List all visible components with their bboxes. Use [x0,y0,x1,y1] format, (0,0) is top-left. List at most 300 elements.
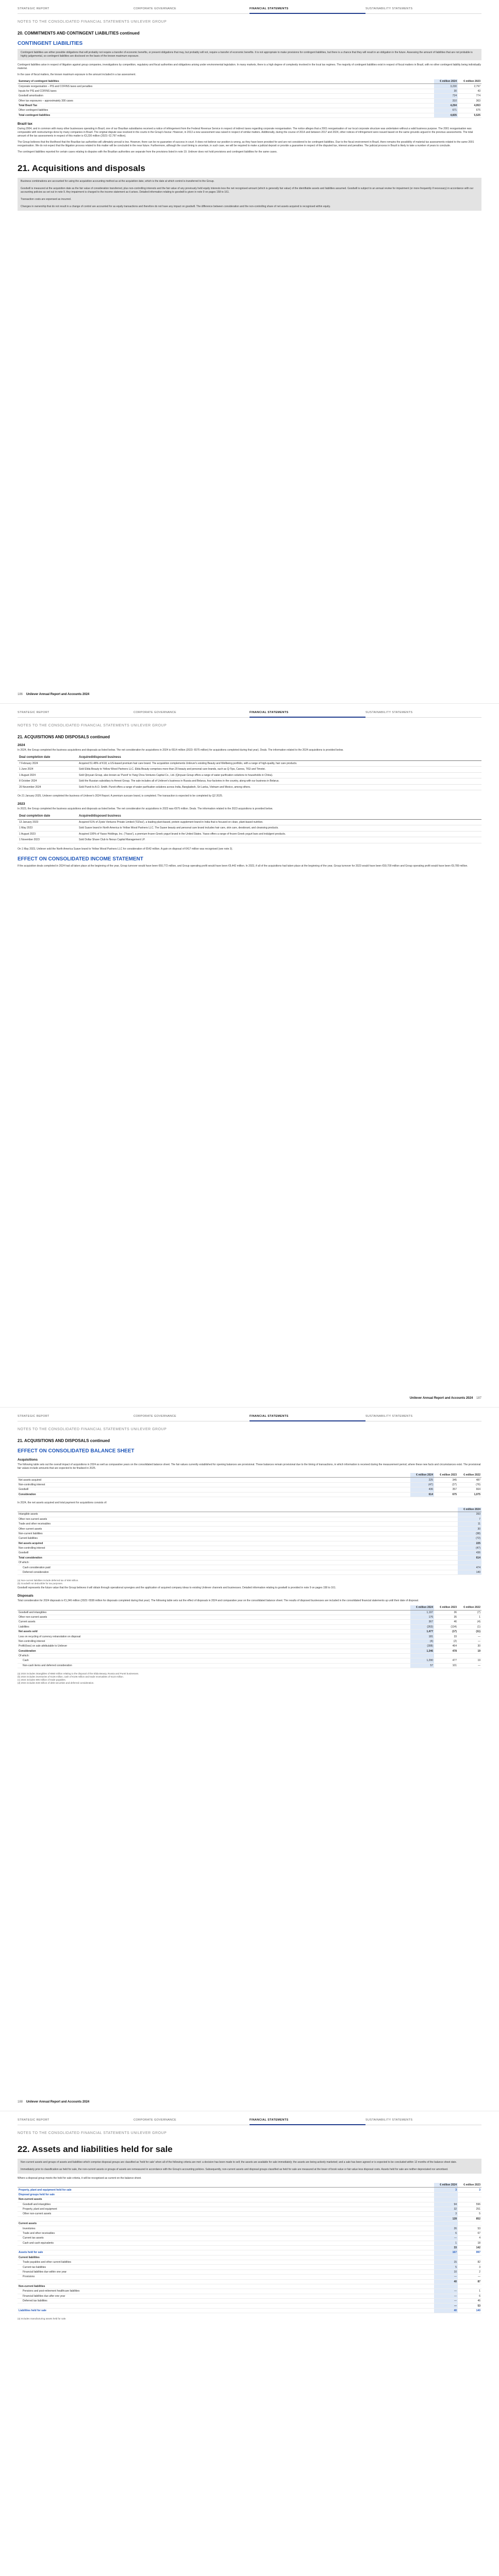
paragraph: In the case of fiscal matters, the known maximum exposure is the amount included in a tax assessment. [18,73,136,76]
page-189 [0,2111,499,2576]
value-2023: 53 [458,2303,481,2308]
contingent-liabilities-table [18,79,481,118]
table-header-cell: € million 2023 [434,1473,458,1478]
table-row [18,1630,481,1634]
page-footer [18,693,89,696]
row-label: Inventories [18,2226,434,2231]
deal-date: 1 June 2024 [18,767,77,773]
paragraph: Where a disposal group meets the held for sale criteria, it will be recognised as current on the balance sheet. [18,2177,142,2180]
value-2024: 128 [434,2216,458,2221]
net-assets-acquired-table [18,1507,481,1575]
table-row [18,1527,481,1531]
value-2023: 3 [458,2265,481,2269]
value-2023: 852 [458,2216,481,2221]
row-label: Non-current liabilities [18,1531,458,1536]
page-number: 186 [18,693,23,696]
value-2023: (134) [434,1624,458,1629]
value-2023: 477 [434,1658,458,1663]
row-label: Disposal groups held for sale [18,2192,434,2197]
row-label: Non-controlling interest [18,1639,410,1643]
table-row [18,1663,481,1668]
acquisitions-table [18,1473,481,1497]
table-header-cell [18,1473,410,1478]
section-22-title: 22. Assets and liabilities held for sale [18,2144,173,2154]
section-heading: 21. ACQUISITIONS AND DISPOSALS continued [18,735,110,739]
value-2022: (76) [458,1482,481,1487]
value-2023: 35 [434,1615,458,1619]
value-2024: 33 [434,2245,458,2250]
table-row [18,819,481,825]
value-2024: 724 [434,94,458,98]
table-header-cell: € million 2024 [410,1605,434,1610]
value-2023: 357 [434,1487,458,1492]
value-2024: 181 [410,1634,434,1639]
table-header-cell: € million 2022 [458,1605,481,1610]
table-row [18,2299,481,2303]
value-2024: 167 [434,2250,458,2255]
row-label: Financial liabilities due after one year [18,2294,434,2298]
value-2022: 1 [458,1615,481,1619]
table-row [18,1482,481,1487]
page-number: 188 [18,2100,23,2104]
value-2023: 6 [458,2294,481,2298]
value-2024: 474 [458,1565,481,1570]
row-label: Inputs for PIS and COFINS taxes [18,89,434,93]
row-label: Financial liabilities due within one year [18,2269,434,2274]
table-row [18,113,481,117]
value-2024: 176 [410,1615,434,1619]
value-2023: 82 [458,2260,481,2265]
table-row [18,2303,481,2308]
value-2024: — [434,2289,458,2294]
value-2022: 664 [458,1487,481,1492]
deal-date: 1 August 2024 [18,772,77,778]
top-nav [18,708,481,718]
row-label: Pensions and post-retirement healthcare liabilities [18,2289,434,2294]
table-header-cell: Deal completion date [18,755,77,760]
value-2023 [458,2197,481,2202]
value-2024 [434,2197,458,2202]
table-row [18,2294,481,2298]
disposals-heading: Disposals [18,1594,34,1598]
row-label: Current assets [18,2222,434,2226]
table-header-row [18,814,481,819]
value-2024: 3,230 [434,84,458,89]
deal-description: Sold the Russian subsidiary to Arnest Group. The sale includes all of Unilever's business in Russia and Belarus, four factories in the country, along with our business in Belarus. [77,778,481,785]
row-label: Loss on recycling of currency retranslation on disposal [18,1634,410,1639]
value-2023: 101 [434,1663,458,1668]
value-2024: 94 [434,2202,458,2207]
paragraph: On 1 May 2023, Unilever sold the North America Suave brand to Yellow Wood Partners LLC for consideration of €542 million. A gain on disposal of €417 million was recognised (see note 3). [18,847,233,851]
table-row [18,1658,481,1663]
value-2024: (263) [410,1624,434,1629]
table-row [18,831,481,837]
value-2024: 3 [434,2188,458,2192]
table-header-row [18,755,481,760]
table-row [18,1653,481,1658]
paragraph: Contingent liabilities arise in respect of litigation against group companies, investigations by competition, regulatory and fiscal authorities and obligations arising under environmental legislation. In many markets, there is a high degree of complexity involved in the local tax regimes. The majority of contingent liabilities exist in respect of fiscal matters in Brazil, with no other contingent liability being individually material. [18,63,481,70]
row-label [18,2245,434,2250]
table-row [18,1639,481,1643]
deal-date: 20 November 2024 [18,784,77,790]
row-label: Trade and other receivables [18,1522,458,1527]
value-2023 [458,2192,481,2197]
value-2023: 33 [434,1634,458,1639]
row-label: Assets held for sale [18,2250,434,2255]
row-label: Other non-current assets [18,1615,410,1619]
value-2022: 30 [458,1644,481,1649]
table-row [18,1565,481,1570]
table-row [18,837,481,843]
deal-description: Sold Elida Beauty to Yellow Wood Partners LLC. Elida Beauty comprises more than 20 beauty and personal care brands, such as Q-Tips, Caress, TIGI and Timotei. [77,767,481,773]
value-2024: 4,294 [434,103,458,108]
table-header-row [18,1605,481,1610]
value-2024: 310 [434,98,458,103]
table-row [18,2265,481,2269]
value-2024: — [434,2299,458,2303]
row-label: Liabilities held for sale [18,2308,434,2313]
row-label [18,2279,434,2284]
value-2024: 30 [458,1527,481,1531]
table-row [18,2275,481,2279]
value-2023: 67 [458,2231,481,2235]
row-label: Property, plant and equipment held for sale [18,2188,434,2192]
value-2023 [458,2255,481,2260]
report-title: Unilever Annual Report and Accounts 2024 [26,2100,90,2104]
value-2024: 15 [434,2260,458,2265]
report-title: Unilever Annual Report and Accounts 2024 [409,1397,473,1400]
table-row [18,1531,481,1536]
row-label: Profit/(loss) on sale attributable to Unilever [18,1644,410,1649]
value-2022 [458,1653,481,1658]
value-2023: 2,797 [458,84,481,89]
row-label [18,2303,434,2308]
row-label: Provisions [18,2275,434,2279]
value-2023: 251 [458,2207,481,2211]
table-footnotes: (a) Includes manufacturing assets held for sale. [18,2317,66,2320]
value-2024: — [434,2236,458,2241]
disposals-table [18,1605,481,1668]
table-row [18,98,481,103]
row-label: Trade payables and other current liabilities [18,2260,434,2265]
deal-date: 1 May 2023 [18,825,77,832]
row-label: Net assets acquired [18,1478,410,1482]
value-2023: 140 [458,2308,481,2313]
value-2023: 53 [458,2226,481,2231]
row-label: Deferred consideration [18,1570,458,1574]
value-2024: 1,346 [410,1649,434,1653]
value-2022: — [458,1634,481,1639]
value-2024 [434,2192,458,2197]
year-heading-2024: 2024 [18,743,25,747]
table-row [18,2207,481,2211]
table-row [18,2260,481,2265]
table-footnotes: (a) 2024 includes intangibles of €860 million relating to the disposal of the Elida Beauty, Russia and Pureit businesses. (b) 2024 includes inventories of €136 million, cash of €106 million and trade receivables of €123 million. (c) 2024 includes €95 million of trade payables. (d) 2024 includes €48 million of debt securities and deferred consideration. [18,1672,139,1684]
value-2024: 436 [458,1551,481,1555]
nav-corporate-governance[interactable]: CORPORATE GOVERNANCE [134,2119,177,2122]
value-2024: 614 [458,1555,481,1560]
notes-title: NOTES TO THE CONSOLIDATED FINANCIAL STATEMENTS UNILEVER GROUP [18,724,167,727]
table-header-cell: € million 2024 [410,1473,434,1478]
value-2022: 19 [458,1658,481,1663]
value-2023: 3 [458,2188,481,2192]
nav-financial-statements[interactable]: FINANCIAL STATEMENTS [250,1415,365,1421]
table-row [18,2212,481,2216]
table-header-cell: € million 2023 [434,1605,458,1610]
nav-financial-statements[interactable]: FINANCIAL STATEMENTS [250,711,365,718]
value-2024: (98) [458,1531,481,1536]
value-2023: 596 [458,2202,481,2207]
row-label: Trade and other receivables [18,2231,434,2235]
value-2023: 2 [458,2269,481,2274]
deals-2023-table [18,814,481,843]
value-2022: (7) [458,1610,481,1615]
value-2024: 671 [434,108,458,113]
table-row [18,2269,481,2274]
nav-sustainability-statements[interactable]: SUSTAINABILITY STATEMENTS [365,711,413,714]
value-2023: (2) [434,1639,458,1643]
value-2024: 32 [434,2207,458,2211]
paragraph: In 2024, the net assets acquired and total payment for acquisitions consists of: [18,1501,107,1504]
value-2024: 225 [410,1478,434,1482]
table-header-cell: € million 2023 [458,2183,481,2188]
value-2024: 57 [410,1663,434,1668]
table-row [18,784,481,790]
value-2023: 464 [434,1644,458,1649]
top-nav [18,1412,481,1421]
paragraph: The following table sets out the overall impact of acquisitions in 2024 as well as comparative years on the consolidated balance sheet. The fair values currently established for opening balances are provisional. These balances remain provisional due to the timing of transactions, in which information is received during the measurement period, where these new facts and circumstances exist. The provisional fair values include amounts that are expected to be finalised in 2025. [18,1463,481,1470]
nav-sustainability-statements[interactable]: SUSTAINABILITY STATEMENTS [365,2119,413,2122]
brazil-tax-heading: Brazil tax [18,122,32,126]
paragraph: On 21 January 2025, Unilever completed the business of Unilever's 2024 Report. A premium suncare brand, is completed. The transaction is expected to be completed by Q2 2025. [18,794,223,798]
nav-corporate-governance[interactable]: CORPORATE GOVERNANCE [134,711,177,714]
effect-balance-sheet-heading: EFFECT ON CONSOLIDATED BALANCE SHEET [18,1448,135,1454]
deal-date: 7 February 2024 [18,760,77,767]
deal-date: 8 October 2024 [18,778,77,785]
row-label: Deferred tax liabilities [18,2299,434,2303]
table-row [18,1624,481,1629]
table-row [18,2226,481,2231]
table-footnotes: (a) Non-current liabilities include deferred tax of €98 million. (b) Goodwill not deductible for tax purposes. [18,1579,79,1585]
paragraph: If the acquisition deals completed in 2024 had all taken place at the beginning of the year, Group turnover would have been €60,772 million, and Group operating profit would have been €9,442 million. In 2023, if all of the acquisitions had taken place at the beginning of the year, Group turnover for 2023 would have been €59,709 million and Group operating profit would have been €9,789 million. [18,864,468,868]
nav-strategic-report[interactable]: STRATEGIC REPORT [18,2119,49,2122]
nav-financial-statements[interactable]: FINANCIAL STATEMENTS [250,7,365,14]
table-row [18,778,481,785]
nav-corporate-governance[interactable]: CORPORATE GOVERNANCE [134,1415,177,1418]
table-row [18,767,481,773]
row-label: Current liabilities [18,1536,458,1541]
table-row [18,1541,481,1546]
value-2024: (72) [458,1536,481,1541]
page-188 [0,1408,499,2111]
page-footer [18,2100,89,2104]
row-label: Of which: [18,1653,410,1658]
effect-income-statement-heading: EFFECT ON CONSOLIDATED INCOME STATEMENT [18,856,143,862]
deal-date: 13 January 2023 [18,819,77,825]
table-row [18,2231,481,2235]
value-2023: 4,953 [458,103,481,108]
value-2024: 4,835 [434,113,458,117]
value-2023: (27) [434,1482,458,1487]
deal-description: Acquired 51.48% of K18, a US-based premium hair care brand. The acquisition complements Unilever's existing Beauty and Wellbeing portfolio, with a range of high-quality, hair care products. [77,760,481,767]
row-label: Current liabilities [18,2255,434,2260]
value-2024: 140 [458,1570,481,1574]
value-2024: 10 [434,2269,458,2274]
table-row [18,89,481,93]
policy-box: Contingent liabilities are either possible obligations that will probably not require a transfer of economic benefits, or present obligations that may, but probably will not, require a transfer of economic benefits. It is not appropriate to make provisions for contingent liabilities, but there is a chance that they will result in an obligation in the future. Assessing the amount of liabilities that are not probable is highly judgemental, so contingent liabilities are disclosed on the basis of the known maximum exposure. [18,49,481,60]
value-2022: 19 [458,1649,481,1653]
value-2024: 1,290 [410,1658,434,1663]
row-label: Intangible assets [18,1512,458,1517]
nav-strategic-report[interactable]: STRATEGIC REPORT [18,7,49,10]
deal-description: Acquired 100% of Yasso Holdings, Inc. ('Yasso'), a premium frozen Greek yogurt brand in the United States. Yasso offers a range of frozen Greek yogurt bars and indulgent products. [77,831,481,837]
nav-sustainability-statements[interactable]: SUSTAINABILITY STATEMENTS [365,1415,413,1418]
row-label: Cash and cash equivalents [18,2241,434,2245]
value-2024: 7 [458,1517,481,1521]
row-label: Other non-current assets [18,2212,434,2216]
table-row [18,94,481,98]
value-2024: 1,197 [410,1610,434,1615]
row-label [18,2216,434,2221]
value-2022: (1) [458,1624,481,1629]
value-2024: 225 [458,1541,481,1546]
value-2024: 367 [410,1620,434,1624]
table-header-cell: Acquired/disposed business [77,814,481,819]
deal-description: Sold Suave brand in North America to Yellow Wood Partners LLC. The Suave beauty and personal care brand includes hair care, skin care, deodorant, and cleansing products. [77,825,481,832]
value-2024: 26 [434,2226,458,2231]
deal-description: Sold Qinyuan Group, also known as 'Pureit' to Yang Chou Ventures Capital Co., Ltd. (Qinyuan Group offers a range of water purification solutions to households in China). [77,772,481,778]
table-row [18,1649,481,1653]
table-row [18,1517,481,1521]
table-header-cell: € million 2024 [434,2183,458,2188]
nav-strategic-report[interactable]: STRATEGIC REPORT [18,1415,49,1418]
paragraph: In 2023, the Group completed the business acquisitions and disposals as listed below. The net consideration for acquisitions in 2023 was €675 million. Deals. The information related to the 2023 acquisitions is provided below. [18,807,273,810]
table-row [18,1512,481,1517]
value-2024: — [434,2275,458,2279]
page-186 [0,0,499,703]
value-2022: (11) [458,1630,481,1634]
nav-financial-statements[interactable]: FINANCIAL STATEMENTS [250,2119,365,2125]
value-2024: 11 [458,1522,481,1527]
row-label: Non-controlling interest [18,1546,458,1550]
table-row [18,2308,481,2313]
value-2023: 997 [458,2250,481,2255]
value-2024 [410,1653,434,1658]
table-row [18,2289,481,2294]
row-label: Corporate reorganisation – PIS and COFINS taxes and penalties [18,84,434,89]
table-row [18,1620,481,1624]
value-2023: 18 [458,2241,481,2245]
row-label: Non-cash items and deferred consideration [18,1663,410,1668]
notes-title: NOTES TO THE CONSOLIDATED FINANCIAL STATEMENTS UNILEVER GROUP [18,20,167,24]
table-header-row [18,2183,481,2188]
table-row [18,2202,481,2207]
policy-box: Business combinations are accounted for using the acquisition accounting method as at the acquisition date, which is the date at which control is transferred to the Group. Goodwill is measured at the acquisition date as the fair value of consideration transferred, plus non-controlling interests and the fair value of any previously held equity interests less the net recognised amount (which is generally fair value) of the identifiable assets and liabilities assumed. Goodwill is subject to an annual review for impairment (or more frequently if necessary) in accordance with our accounting policies as set out in note 9. Any impairment is charged to the income statement as it arises. Detailed information relating to goodwill is given in note 9 on pages 158 to 161. Transaction costs are expensed as incurred. Changes in ownership that do not result in a change of control are accounted for as equity transactions and therefore do not have any impact on goodwill. The difference between consideration and the non-controlling share of net assets acquired is recognised within equity. [18,178,481,211]
row-label: Other current assets [18,1527,458,1531]
row-label: Property, plant and equipment [18,2207,434,2211]
deal-description: Sold Dollar Shave Club to Nexus Capital Management LP. [77,837,481,843]
table-row [18,2255,481,2260]
row-label: Other tax exposures – approximately 300 cases [18,98,434,103]
top-nav [18,2115,481,2125]
table-row [18,1634,481,1639]
table-row [18,1546,481,1550]
value-2023 [458,2284,481,2289]
row-label: Consideration [18,1649,410,1653]
value-2024: (308) [410,1644,434,1649]
table-row [18,108,481,113]
table-row [18,825,481,832]
value-2023: 675 [458,108,481,113]
row-label: Goodwill and intangibles [18,2202,434,2207]
row-label: Current tax assets [18,2236,434,2241]
value-2022: 487 [458,1478,481,1482]
table-row [18,84,481,89]
value-2023: 43 [458,89,481,93]
row-label: Liabilities [18,1624,410,1629]
paragraph: Goodwill represents the future value that the Group believes it will obtain through operational synergies and the application of acquired company ideas to existing Unilever channels and businesses. Detailed information relating to goodwill is provided in note 9 on pages 158 to 161. [18,1586,336,1590]
table-row [18,1561,481,1565]
paragraph: The contingent liabilities reported for certain cases relating to disputes with the Brazilian authorities are separate from the provisions listed in note 19. Unilever does not hold provisions and contingent liabilities for the same cases. [18,150,277,154]
value-2024: 393 [458,1512,481,1517]
row-label: Current assets [18,1620,410,1624]
nav-strategic-report[interactable]: STRATEGIC REPORT [18,711,49,714]
table-row [18,2245,481,2250]
table-header-cell [18,2183,434,2188]
table-header-cell: € million 2023 [458,79,481,84]
table-row [18,1536,481,1541]
value-2023: 46 [458,2299,481,2303]
section-heading: 20. COMMITMENTS AND CONTINGENT LIABILITIES continued [18,31,140,36]
nav-sustainability-statements[interactable]: SUSTAINABILITY STATEMENTS [365,7,413,10]
value-2024 [434,2222,458,2226]
value-2023: — [458,2275,481,2279]
value-2022: 1,075 [458,1492,481,1497]
value-2023 [434,1653,458,1658]
value-2023: 4 [458,2236,481,2241]
value-2024: 30 [434,89,458,93]
row-label: Goodwill [18,1487,410,1492]
value-2023: 5,525 [458,113,481,117]
notes-title: NOTES TO THE CONSOLIDATED FINANCIAL STATEMENTS UNILEVER GROUP [18,2131,167,2135]
value-2024 [458,1561,481,1565]
deal-description: Acquired 51% of Zywie Ventures Private Limited ('OZiva'), a leading plant-based, protein supplement brand in India that is focused on clean, plant-based nutrition. [77,819,481,825]
table-row [18,2250,481,2255]
table-header-cell: € million 2022 [458,1473,481,1478]
table-header-row [18,79,481,84]
value-2024: 1,477 [410,1630,434,1634]
paragraph: In 2024, the Group completed the business acquisitions and disposals as listed below. The net consideration for acquisitions in 2024 is €614 million (2023: €675 million) for acquisitions completed during that year). Deals. The information related to the 2024 acquisitions is provided below. [18,749,344,752]
table-row [18,2188,481,2192]
value-2023: 1 [458,2289,481,2294]
nav-corporate-governance[interactable]: CORPORATE GOVERNANCE [134,7,177,10]
table-row [18,2236,481,2241]
section-21-title: 21. Acquisitions and disposals [18,163,145,173]
value-2023: 142 [458,2245,481,2250]
row-label: Of which: [18,1561,458,1565]
value-2024: — [434,2294,458,2298]
row-label: Goodwill [18,1551,458,1555]
value-2024: (47) [458,1546,481,1550]
table-row [18,772,481,778]
value-2024: 436 [410,1487,434,1492]
table-row [18,2197,481,2202]
row-label: Net assets acquired [18,1541,458,1546]
value-2022: — [458,1663,481,1668]
value-2023: 478 [434,1649,458,1653]
paragraph: Total consideration for 2024 disposals is €1,346 million (2023: €938 million for disposals completed during that year). The following table sets out the effect of disposals in 2024 and comparative year on the consolidated balance sheet. The results of disposed businesses are included in the consolidated financial statements up until their date of disposal. [18,1599,419,1603]
policy-box: Non-current assets and groups of assets and liabilities which comprise disposal groups are classified as 'held for sale' when all of the following criteria are met: a decision has been made to sell; the assets are available for sale immediately; the assets are being actively marketed; and a sale has been agreed or is expected to be concluded within 12 months of the balance sheet date. Immediately prior to classification as held for sale, the non-current assets or groups of assets are remeasured in accordance with the Group's accounting policies. Subsequently, non-current assets and disposal groups classified as held for sale are measured at the lower of book value or fair value less disposal costs. Assets held for sale are neither depreciated nor amortised. [18,2159,481,2174]
